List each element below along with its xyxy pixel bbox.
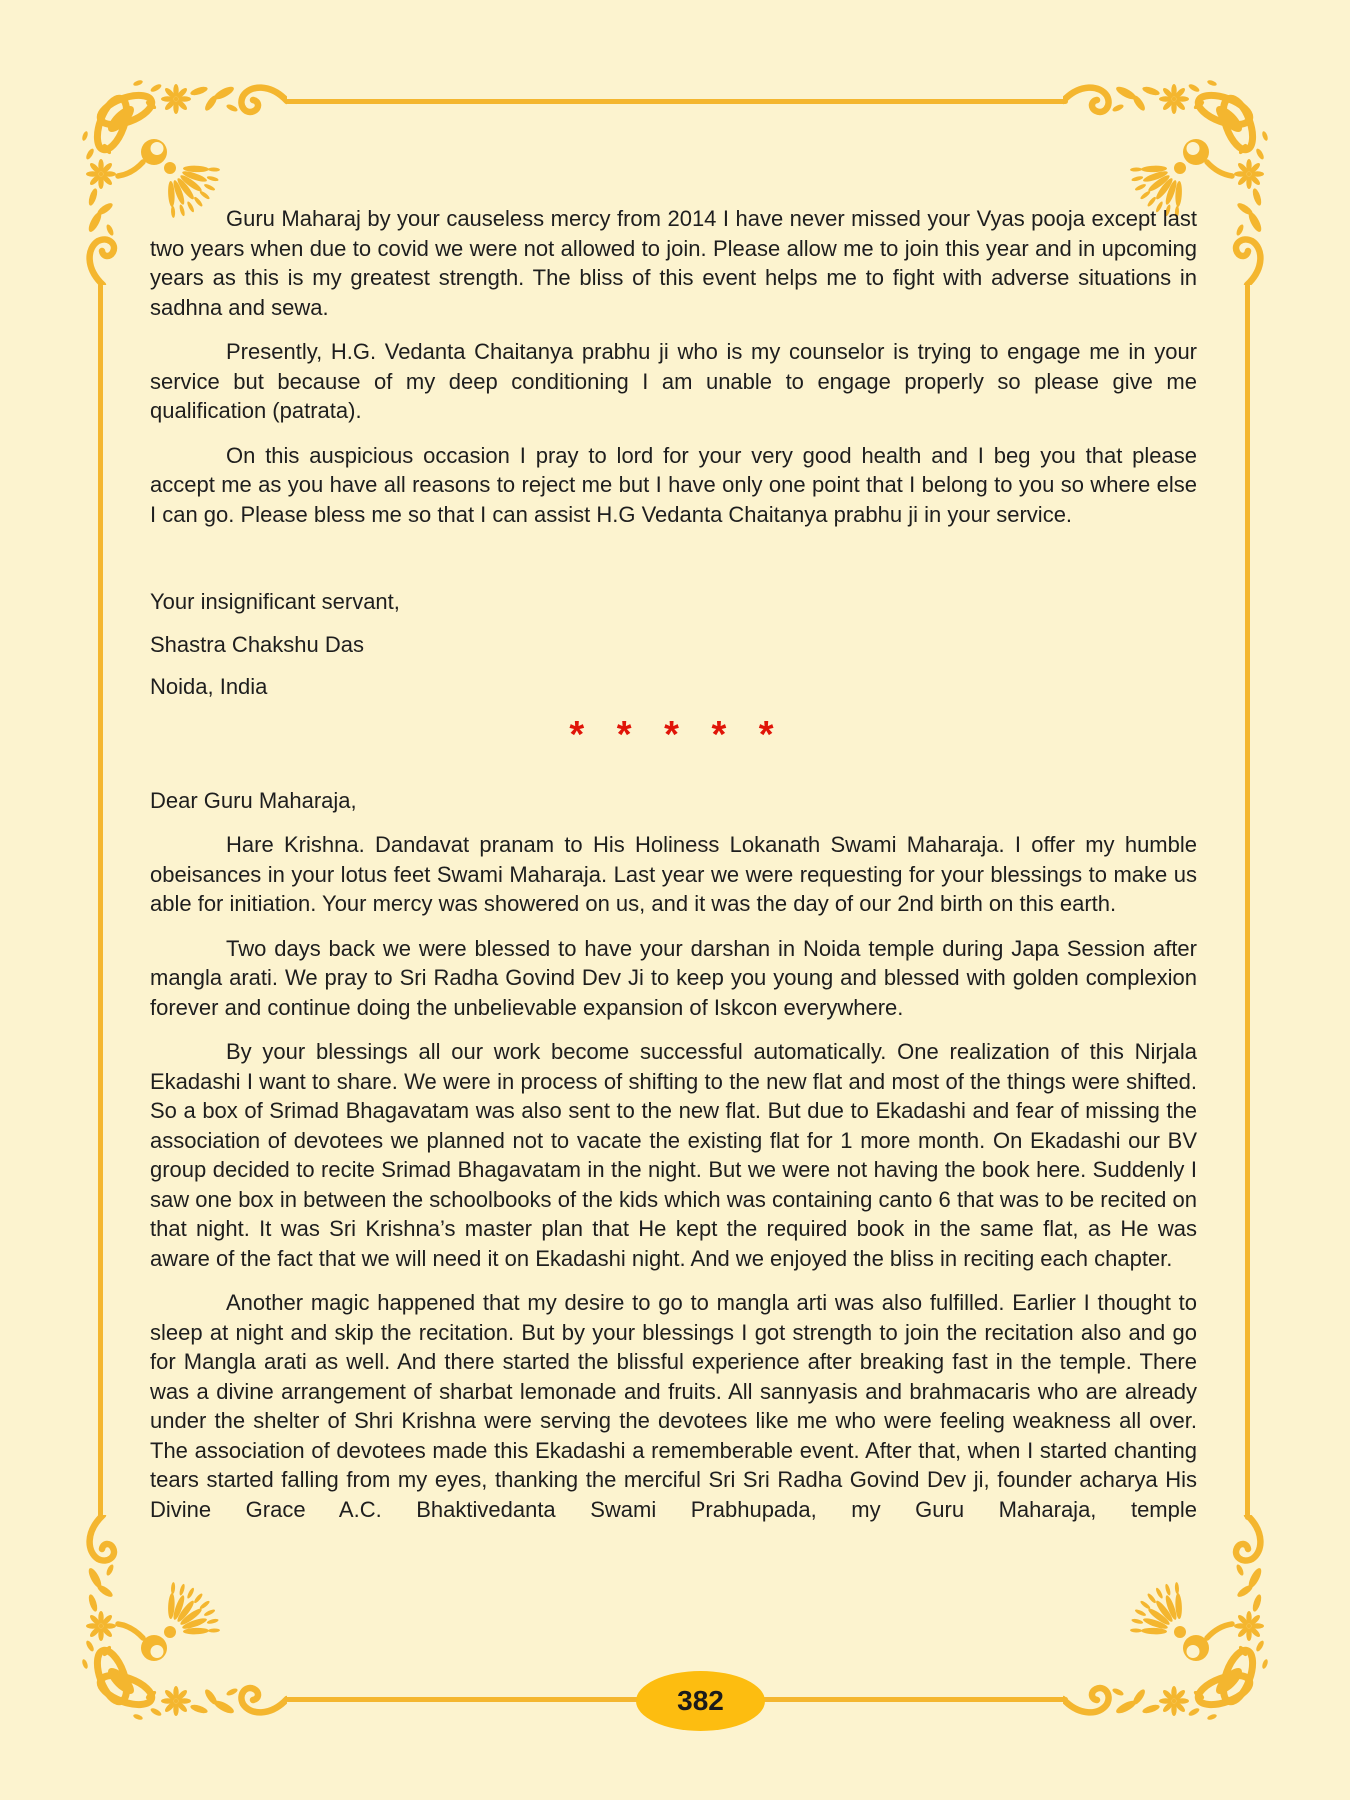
letter1-paragraph-3: On this auspicious occasion I pray to lord for your very good health and I beg you that please accept me as you have all reasons to reject me but I have only one point that I belong to you so where else I can go. Please bless me so that I can assist H.G Vedanta Chaitanya prabhu ji in your service. [150,442,1197,527]
corner-ornament-bottom-right-icon [1063,1515,1278,1730]
letter-content [150,204,1197,1539]
letter2-paragraph-2: Two days back we were blessed to have your darshan in Noida temple during Japa Session after mangla arati. We pray to Sri Radha Govind Dev Ji to keep you young and blessed with golden complexion forever and continue doing the unbelievable expansion of Iskcon everywhere. [150,935,1197,1020]
border-line-left [98,283,103,1520]
signature-line-closing: Your insignificant servant, [150,589,400,614]
signature-line-name: Shastra Chakshu Das [150,631,364,657]
letter1-paragraph-1: Guru Maharaj by your causeless mercy from 2014 I have never missed your Vyas pooja except last two years when due to covid we were not allowed to join. Please allow me to join this year and in upcoming years as this is my greatest strength. The bliss of this event helps me to fight with adverse situations in sadhna and sewa. [150,206,1197,320]
page-number-badge [636,1671,765,1731]
asterisk-separator: * * * * * [569,713,778,756]
signature-line-place: Noida, India [150,674,268,699]
letter1-paragraph-2: Presently, H.G. Vedanta Chaitanya prabhu ji who is my counselor is trying to engage me in your service but because of my deep conditioning I am unable to engage properly so please give me qualification (patrata). [150,339,1197,423]
letter2-paragraph-1: Hare Krishna. Dandavat pranam to His Holiness Lokanath Swami Maharaja. I offer my humble obeisances in your lotus feet Swami Maharaja. Last year we were requesting for your blessings to make us able for initiation. Your mercy was showered on us, and it was the day of our 2nd birth on this earth. [150,832,1197,916]
border-line-right [1245,283,1250,1520]
letter2-paragraph-4: Another magic happened that my desire to go to mangla arti was also fulfilled. Earlier I thought to sleep at night and skip the recitation. But by your blessings I got strength to join the recitation also and go for Mangla arati as well. And there started the blissful experience after breaking fast in the temple. There was a divine arrangement of sharbat lemonade and fruits. All sannyasis and brahmacaris who are already under the shelter of Shri Krishna were serving the devotees like me who were feeling weakness all over. The association of devotees made this Ekadashi a rememberable event. After that, when I started chanting tears started falling from my eyes, thanking the merciful Sri Sri Radha Govind Dev ji, founder acharya His Divine Grace A.C. Bhaktivedanta Swami Prabhupada, my Guru Maharaja, temple [150,1290,1197,1522]
letter1-signature-block [150,587,1197,702]
border-line-top [285,99,1068,104]
page-number: 382 [677,1685,724,1716]
letter2-paragraph-3: By your blessings all our work become successful automatically. One realization of this Nirjala Ekadashi I want to share. We were in process of shifting to the new flat and most of the things were shifted. So a box of Srimad Bhagavatam was also sent to the new flat. But due to Ekadashi and fear of missing the association of devotees we planned not to vacate the existing flat for 1 more month. On Ekadashi our BV group decided to recite Srimad Bhagavatam in the night. But we were not having the book here. Suddenly I saw one box in between the schoolbooks of the kids which was containing canto 6 that was to be recited on that night. It was Sri Krishna’s master plan that He kept the required book in the same flat, as He was aware of the fact that we will need it on Ekadashi night. And we enjoyed the bliss in reciting each chapter. [150,1039,1197,1271]
letter2-salutation: Dear Guru Maharaja, [150,787,357,813]
corner-ornament-bottom-left-icon [72,1515,287,1730]
